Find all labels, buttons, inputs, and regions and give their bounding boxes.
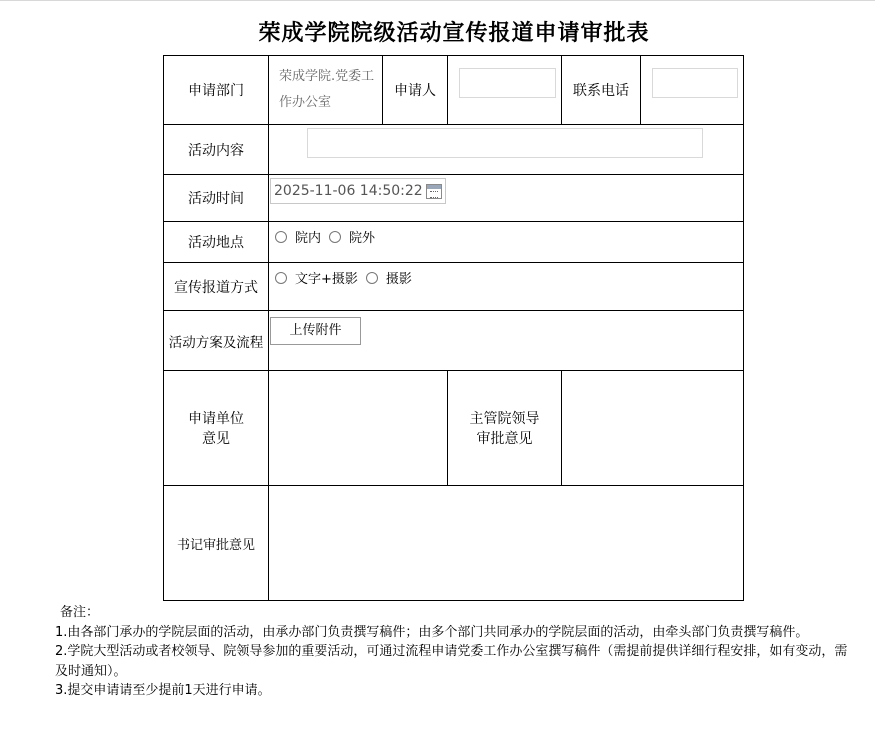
- content-label: 活动内容: [164, 125, 269, 175]
- method-label: 宣传报道方式: [164, 263, 269, 311]
- time-cell: [269, 175, 744, 222]
- unit-opinion-label-line1: 申请单位: [188, 411, 244, 427]
- unit-opinion-label: [164, 371, 269, 486]
- location-radio-inside[interactable]: [275, 231, 287, 243]
- upload-attachment-button[interactable]: 上传附件: [270, 317, 361, 345]
- leader-opinion-label-line2: 审批意见: [476, 431, 533, 447]
- applicant-cell: [448, 56, 562, 125]
- time-label: 活动时间: [164, 175, 269, 222]
- content-cell: [269, 125, 744, 175]
- note-item-2: 2.学院大型活动或者校领导、院领导参加的重要活动，可通过流程申请党委工作办公室撰写稿件（需提前提供详细行程安排，如有变动，需及时通知）。: [55, 644, 848, 679]
- phone-cell: [641, 56, 744, 125]
- method-radio-photo[interactable]: [366, 272, 378, 284]
- phone-label: 联系电话: [562, 56, 641, 125]
- method-option-text-photo: 文字+摄影: [295, 272, 358, 287]
- content-input[interactable]: [307, 128, 703, 158]
- location-option-inside: 院内: [295, 231, 322, 246]
- method-cell: [269, 263, 744, 311]
- plan-cell: [269, 311, 744, 371]
- dept-label: 申请部门: [164, 56, 269, 125]
- unit-opinion-label-line2: 意见: [202, 431, 230, 447]
- applicant-input[interactable]: [459, 68, 556, 98]
- location-label: 活动地点: [164, 222, 269, 263]
- calendar-icon[interactable]: [426, 184, 442, 199]
- plan-label: 活动方案及流程: [164, 311, 269, 371]
- unit-opinion-field[interactable]: [269, 371, 448, 486]
- time-value: 2025-11-06 14:50:22: [274, 183, 423, 199]
- secretary-opinion-field[interactable]: [269, 486, 744, 601]
- leader-opinion-label: [448, 371, 562, 486]
- method-option-photo: 摄影: [385, 272, 412, 287]
- location-radio-outside[interactable]: [329, 231, 341, 243]
- notes: [55, 603, 855, 701]
- method-radio-text-photo[interactable]: [275, 272, 287, 284]
- applicant-label: 申请人: [383, 56, 448, 125]
- application-form: [163, 55, 744, 601]
- location-cell: [269, 222, 744, 263]
- time-input[interactable]: [270, 178, 446, 204]
- note-item-1: 1.由各部门承办的学院层面的活动，由承办部门负责撰写稿件；由多个部门共同承办的学院层面的活动，由牵头部门负责撰写稿件。: [55, 624, 809, 640]
- leader-opinion-label-line1: 主管院领导: [469, 411, 540, 427]
- notes-header: 备注：: [60, 605, 100, 620]
- note-item-3: 3.提交申请请至少提前1天进行申请。: [55, 683, 271, 698]
- leader-opinion-field[interactable]: [562, 371, 744, 486]
- phone-input[interactable]: [652, 68, 738, 98]
- dept-value: 荣成学院.党委工作办公室: [269, 56, 383, 125]
- secretary-label: 书记审批意见: [164, 486, 269, 601]
- page-title: 荣成学院院级活动宣传报道申请审批表: [258, 20, 650, 46]
- location-option-outside: 院外: [349, 231, 376, 246]
- top-divider: [0, 0, 875, 1]
